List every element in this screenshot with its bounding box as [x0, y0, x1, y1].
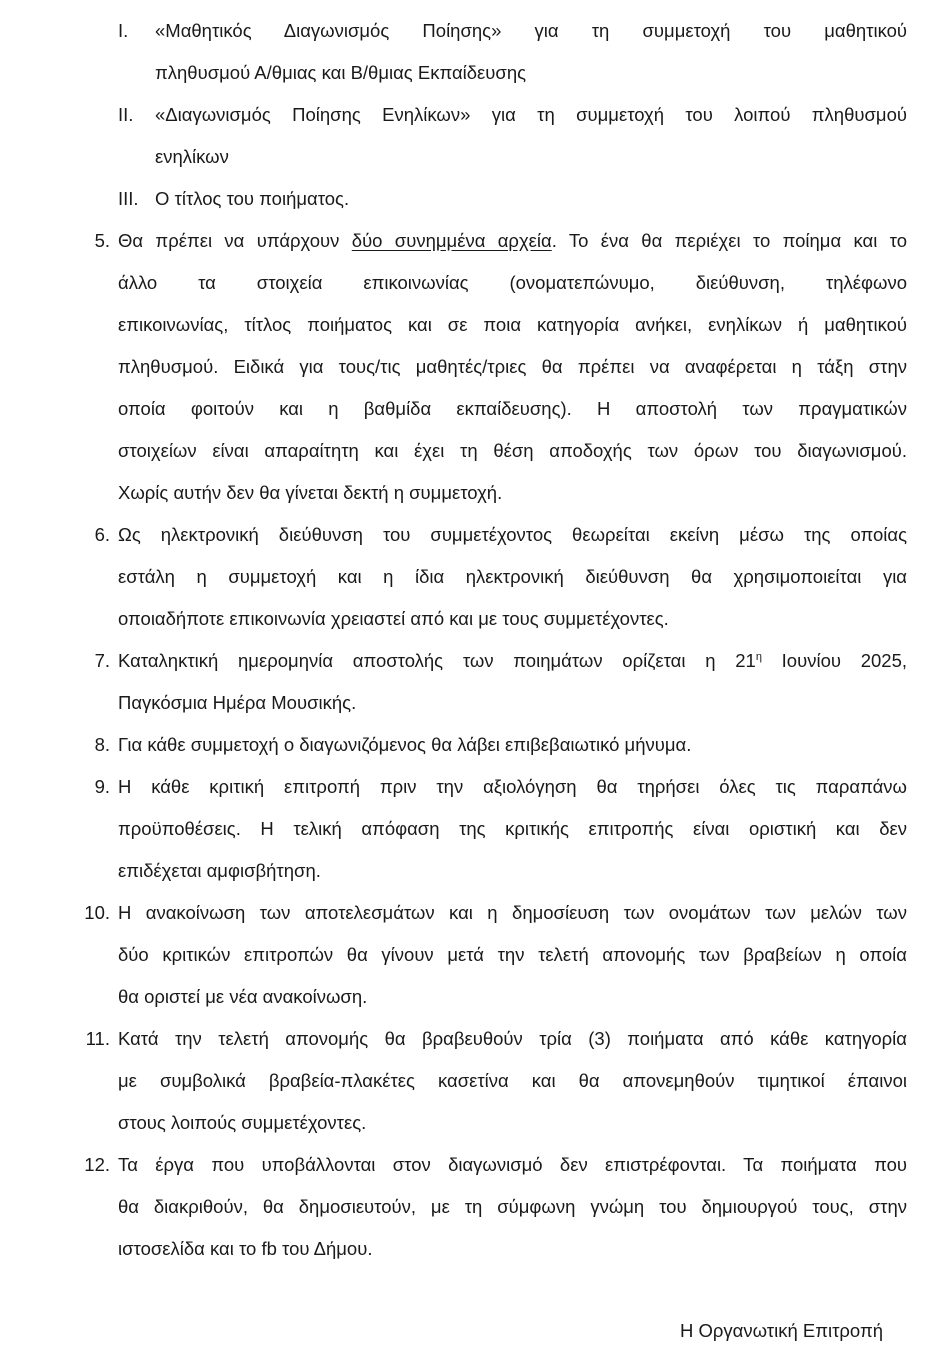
- item-number: 12.: [84, 1154, 110, 1175]
- item-number: 10.: [84, 902, 110, 923]
- item-line: Ως ηλεκτρονική διεύθυνση του συμμετέχοντος θεωρείται εκείνη μέσω της οποίας: [118, 524, 907, 545]
- item-line: Για κάθε συμμετοχή ο διαγωνιζόμενος θα λάβει επιβεβαιωτικό μήνυμα.: [118, 734, 692, 755]
- item-line: [118, 228, 907, 254]
- item-line: οποιαδήποτε επικοινωνία χρειαστεί από και με τους συμμετέχοντες.: [118, 608, 669, 629]
- item-text: Θα πρέπει να υπάρχουν: [118, 230, 352, 251]
- underlined-text: δύο συνημμένα αρχεία: [351, 230, 552, 251]
- item-line: Παγκόσμια Ημέρα Μουσικής.: [118, 692, 357, 713]
- item-line: θα οριστεί με νέα ανακοίνωση.: [118, 986, 368, 1007]
- item-line: στους λοιπούς συμμετέχοντες.: [118, 1112, 367, 1133]
- item-number: 9.: [94, 776, 110, 797]
- item-number: 5.: [94, 230, 110, 251]
- item-number: 6.: [94, 524, 110, 545]
- item-line: στοιχείων είναι απαραίτητη και έχει τη θέση αποδοχής των όρων του διαγωνισμού.: [118, 440, 907, 461]
- item-line: εστάλη η συμμετοχή και η ίδια ηλεκτρονική διεύθυνση θα χρησιμοποιείται για: [118, 566, 907, 587]
- item-line: [118, 648, 907, 674]
- sub-item-line: Ο τίτλος του ποιήματος.: [155, 188, 350, 209]
- sub-item-line: «Διαγωνισμός Ποίησης Ενηλίκων» για τη συμμετοχή του λοιπού πληθυσμού: [155, 104, 907, 125]
- signature: Η Οργανωτική Επιτροπή: [679, 1320, 883, 1341]
- item-line: Η ανακοίνωση των αποτελεσμάτων και η δημοσίευση των ονομάτων των μελών των: [118, 902, 907, 923]
- item-line: πληθυσμού. Ειδικά για τους/τις μαθητές/τριες θα πρέπει να αναφέρεται η τάξη στην: [118, 356, 907, 377]
- item-line: επικοινωνίας, τίτλος ποιήματος και σε ποια κατηγορία ανήκει, ενηλίκων ή μαθητικού: [118, 314, 907, 335]
- sub-item-marker: II.: [118, 104, 134, 125]
- item-line: θα διακριθούν, θα δημοσιευτούν, με τη σύμφωνη γνώμη του δημιουργού τους, στην: [118, 1196, 907, 1217]
- item-line: ιστοσελίδα και το fb του Δήμου.: [118, 1238, 373, 1259]
- item-line: επιδέχεται αμφισβήτηση.: [118, 860, 321, 881]
- sub-item-line: ενηλίκων: [155, 146, 229, 167]
- superscript: η: [755, 651, 762, 663]
- item-line: με συμβολικά βραβεία-πλακέτες κασετίνα και θα απονεμηθούν τιμητικοί έπαινοι: [118, 1070, 907, 1091]
- item-number: 8.: [94, 734, 110, 755]
- sub-item-line: πληθυσμού Α/θμιας και Β/θμιας Εκπαίδευσης: [155, 62, 527, 83]
- item-line: δύο κριτικών επιτροπών θα γίνουν μετά την τελετή απονομής των βραβείων η οποία: [118, 944, 907, 965]
- item-line: Η κάθε κριτική επιτροπή πριν την αξιολόγηση θα τηρήσει όλες τις παραπάνω: [118, 776, 907, 797]
- item-text: Καταληκτική ημερομηνία αποστολής των ποιημάτων ορίζεται η 21: [118, 650, 756, 671]
- item-line: Χωρίς αυτήν δεν θα γίνεται δεκτή η συμμετοχή.: [118, 482, 503, 503]
- item-line: προϋποθέσεις. Η τελική απόφαση της κριτικής επιτροπής είναι οριστική και δεν: [118, 818, 907, 839]
- item-number: 11.: [85, 1028, 110, 1049]
- sub-item-marker: I.: [118, 20, 129, 41]
- item-text: . Το ένα θα περιέχει το ποίημα και το: [551, 230, 907, 251]
- sub-item-line: «Μαθητικός Διαγωνισμός Ποίησης» για τη συμμετοχή του μαθητικού: [155, 20, 907, 41]
- sub-item-marker: III.: [118, 188, 139, 209]
- item-line: οποία φοιτούν και η βαθμίδα εκπαίδευσης). Η αποστολή των πραγματικών: [118, 398, 907, 419]
- item-line: Τα έργα που υποβάλλονται στον διαγωνισμό δεν επιστρέφονται. Τα ποιήματα που: [118, 1154, 907, 1175]
- item-line: άλλο τα στοιχεία επικοινωνίας (ονοματεπώνυμο, διεύθυνση, τηλέφωνο: [118, 272, 907, 293]
- item-text: Ιουνίου 2025,: [761, 650, 907, 671]
- item-number: 7.: [94, 650, 110, 671]
- item-line: Κατά την τελετή απονομής θα βραβευθούν τρία (3) ποιήματα από κάθε κατηγορία: [118, 1028, 907, 1049]
